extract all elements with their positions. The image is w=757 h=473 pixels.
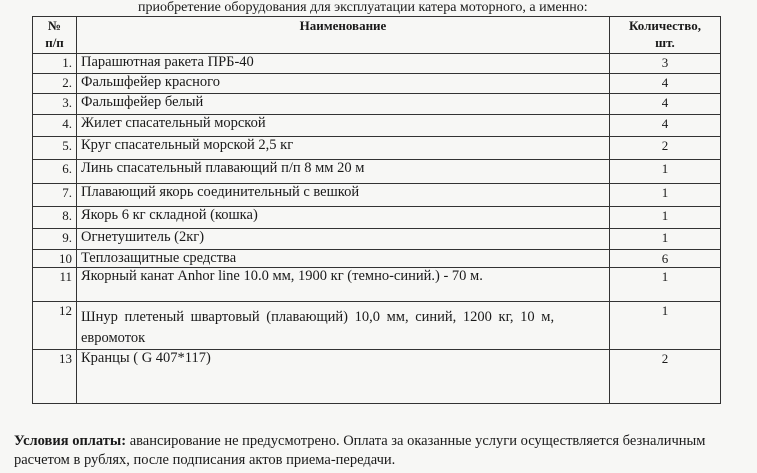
row-number: 13 — [33, 350, 77, 404]
row-name: Плавающий якорь соединительный с вешкой — [77, 184, 610, 207]
table-row — [33, 74, 721, 94]
row-number: 12 — [33, 302, 77, 350]
row-number: 2. — [33, 74, 77, 94]
row-quantity: 1 — [610, 268, 721, 302]
table-row — [33, 137, 721, 160]
row-name: Круг спасательный морской 2,5 кг — [77, 137, 610, 160]
row-number: 8. — [33, 207, 77, 229]
row-quantity: 2 — [610, 137, 721, 160]
row-quantity: 3 — [610, 54, 721, 74]
table-row — [33, 94, 721, 115]
row-name: Фальшфейер красного — [77, 74, 610, 94]
row-quantity: 6 — [610, 250, 721, 268]
row-number: 3. — [33, 94, 77, 115]
row-quantity: 4 — [610, 115, 721, 137]
row-quantity: 1 — [610, 207, 721, 229]
row-name: Жилет спасательный морской — [77, 115, 610, 137]
header-quantity — [610, 17, 721, 54]
row-name: Кранцы ( G 407*117) — [77, 350, 610, 404]
header-quantity-line2: шт. — [655, 35, 675, 50]
row-number: 10 — [33, 250, 77, 268]
payment-terms-text: авансирование не предусмотрено. Оплата за оказанные услуги осуществляется безналичным расчетом в рублях, после подписания актов приема-передачи. — [14, 433, 706, 468]
table-row — [33, 184, 721, 207]
row-number: 6. — [33, 160, 77, 184]
table-row — [33, 229, 721, 250]
row-quantity: 4 — [610, 94, 721, 115]
row-number: 5. — [33, 137, 77, 160]
table-row — [33, 160, 721, 184]
row-quantity: 2 — [610, 350, 721, 404]
row-name: Линь спасательный плавающий п/п 8 мм 20 м — [77, 160, 610, 184]
row-quantity: 4 — [610, 74, 721, 94]
table-row — [33, 302, 721, 350]
row-number: 11 — [33, 268, 77, 302]
row-name: Якорь 6 кг складной (кошка) — [77, 207, 610, 229]
row-quantity: 1 — [610, 302, 721, 350]
header-number — [33, 17, 77, 54]
row-name: Огнетушитель (2кг) — [77, 229, 610, 250]
row-name: Фальшфейер белый — [77, 94, 610, 115]
header-number-line2: п/п — [45, 35, 64, 50]
row-name: Якорный канат Anhor line 10.0 мм, 1900 кг (темно-синий.) - 70 м. — [77, 268, 610, 302]
row-name: Шнур плетеный швартовый (плавающий) 10,0 мм, синий, 1200 кг, 10 м, евромоток — [77, 302, 610, 350]
row-number: 9. — [33, 229, 77, 250]
table-row — [33, 115, 721, 137]
row-quantity: 1 — [610, 229, 721, 250]
table-row — [33, 54, 721, 74]
table-row — [33, 207, 721, 229]
header-quantity-line1: Количество, — [629, 18, 701, 33]
row-number: 7. — [33, 184, 77, 207]
row-number: 4. — [33, 115, 77, 137]
table-row — [33, 250, 721, 268]
row-name: Теплозащитные средства — [77, 250, 610, 268]
header-number-line1: № — [47, 18, 62, 33]
row-quantity: 1 — [610, 184, 721, 207]
header-name: Наименование — [77, 17, 610, 54]
row-name: Парашютная ракета ПРБ-40 — [77, 54, 610, 74]
table-header-row — [33, 17, 721, 54]
table-row — [33, 268, 721, 302]
row-quantity: 1 — [610, 160, 721, 184]
intro-line: приобретение оборудования для эксплуатации катера моторного, а именно: — [138, 0, 588, 15]
payment-terms-label: Условия оплаты: — [14, 433, 127, 449]
payment-terms — [14, 432, 749, 470]
equipment-table — [32, 16, 721, 404]
row-number: 1. — [33, 54, 77, 74]
table-row — [33, 350, 721, 404]
